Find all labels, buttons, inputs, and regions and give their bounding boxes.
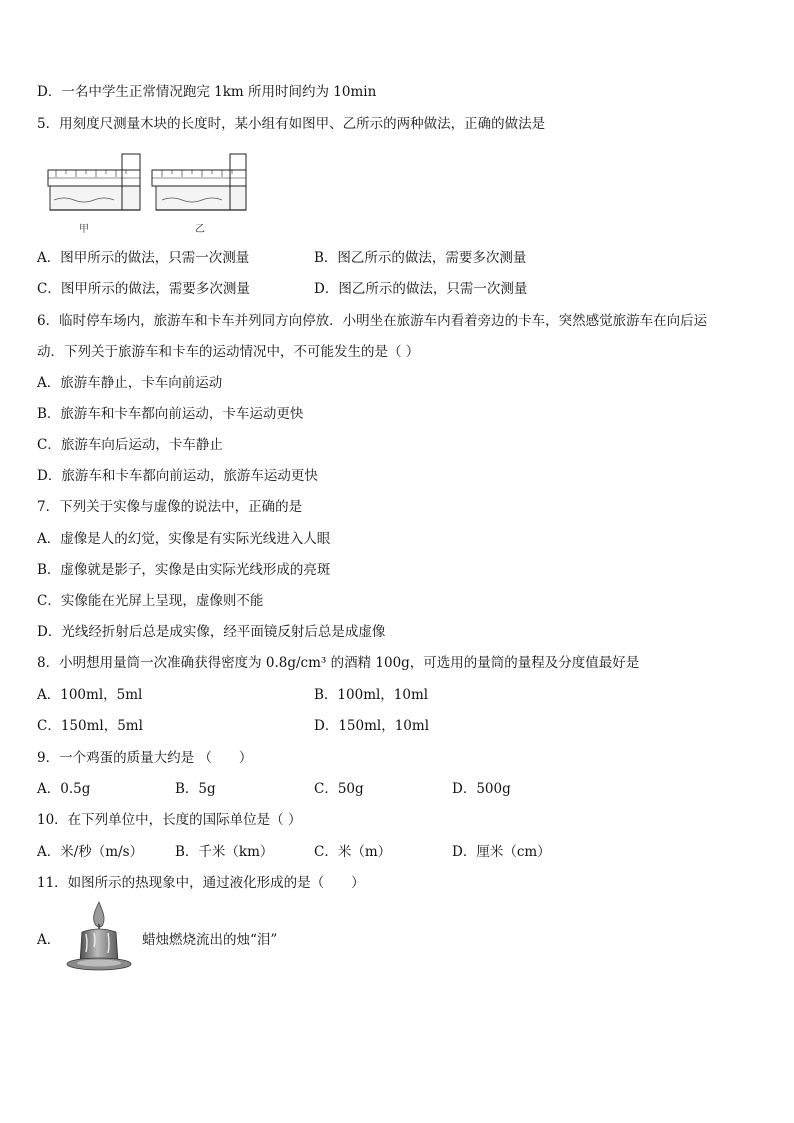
q7-option-b: B．虚像就是影子，实像是由实际光线形成的亮斑 bbox=[37, 562, 331, 578]
q8-option-d: D．150ml，10ml bbox=[314, 718, 430, 734]
q9-option-d: D．500g bbox=[452, 781, 511, 797]
q8-option-c: C．150ml，5ml bbox=[37, 718, 143, 734]
q5-option-d: D．图乙所示的做法，只需一次测量 bbox=[314, 281, 528, 297]
q8-stem: 8．小明想用量筒一次准确获得密度为 0.8g/cm³ 的酒精 100g，可选用的量筒的量程及分度值最好是 bbox=[37, 655, 640, 671]
q10-option-c: C．米（m） bbox=[314, 844, 392, 860]
q11-stem: 11．如图所示的热现象中，通过液化形成的是（ ） bbox=[37, 875, 365, 891]
q11-option-a-text: 蜡烛燃烧流出的烛“泪” bbox=[142, 932, 278, 948]
q8-option-a: A．100ml，5ml bbox=[37, 687, 143, 703]
figure-label-jia: 甲 bbox=[79, 224, 89, 235]
q5-stem: 5．用刻度尺测量木块的长度时，某小组有如图甲、乙所示的两种做法，正确的做法是 bbox=[37, 116, 546, 132]
q10-option-b: B．千米（km） bbox=[175, 844, 274, 860]
q7-option-a: A．虚像是人的幻觉，实像是有实际光线进入人眼 bbox=[37, 531, 331, 547]
q7-option-c: C．实像能在光屏上呈现，虚像则不能 bbox=[37, 593, 264, 609]
q10-stem: 10．在下列单位中，长度的国际单位是（ ） bbox=[37, 812, 302, 828]
q7-option-d: D．光线经折射后总是成实像，经平面镜反射后总是成虚像 bbox=[37, 624, 386, 640]
candle-image bbox=[64, 900, 134, 972]
q9-option-a: A．0.5g bbox=[37, 781, 91, 797]
q6-option-a: A．旅游车静止，卡车向前运动 bbox=[37, 375, 223, 391]
q6-option-c: C．旅游车向后运动，卡车静止 bbox=[37, 437, 223, 453]
q9-stem: 9．一个鸡蛋的质量大约是 （ ） bbox=[37, 750, 253, 766]
q9-option-b: B．5g bbox=[175, 781, 216, 797]
q6-stem-line1: 6．临时停车场内，旅游车和卡车并列同方向停放．小明坐在旅游车内看着旁边的卡车，突然感觉旅游车在向后运 bbox=[37, 313, 708, 329]
q11-option-a-letter: A． bbox=[37, 932, 61, 948]
q10-option-a: A．米/秒（m/s） bbox=[37, 844, 144, 860]
figure-yi-drawing bbox=[152, 154, 246, 210]
q5-option-a: A．图甲所示的做法，只需一次测量 bbox=[37, 250, 250, 266]
q5-option-b: B．图乙所示的做法，需要多次测量 bbox=[314, 250, 527, 266]
q6-option-b: B．旅游车和卡车都向前运动，卡车运动更快 bbox=[37, 406, 304, 422]
q4-option-d: D．一名中学生正常情况跑完 1km 所用时间约为 10min bbox=[37, 84, 377, 100]
q8-option-b: B．100ml，10ml bbox=[314, 687, 429, 703]
q6-stem-line2: 动．下列关于旅游车和卡车的运动情况中，不可能发生的是（ ） bbox=[37, 344, 420, 360]
q10-option-d: D．厘米（cm） bbox=[452, 844, 551, 860]
figure-jia-drawing bbox=[48, 154, 140, 210]
q5-option-c: C．图甲所示的做法，需要多次测量 bbox=[37, 281, 250, 297]
q7-stem: 7．下列关于实像与虚像的说法中，正确的是 bbox=[37, 499, 303, 515]
q6-option-d: D．旅游车和卡车都向前运动，旅游车运动更快 bbox=[37, 468, 318, 484]
q9-option-c: C．50g bbox=[314, 781, 364, 797]
figure-label-yi: 乙 bbox=[195, 224, 205, 235]
ruler-figure bbox=[46, 150, 254, 232]
